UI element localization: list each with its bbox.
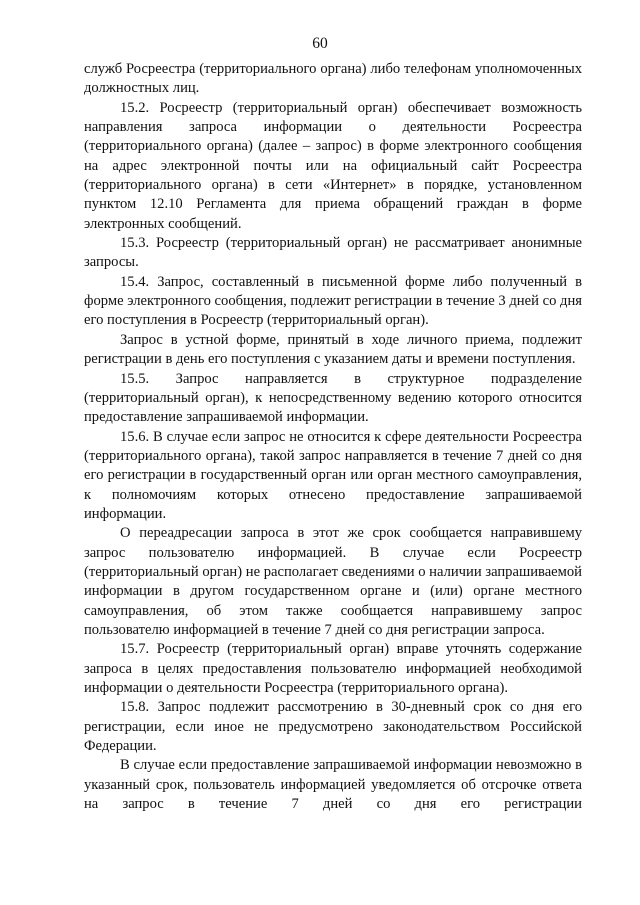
paragraph-15-5: 15.5. Запрос направляется в структурное подразделение (территориальный орган), к непосредственному ведению которого относится предоставление запрашиваемой информации.: [84, 370, 582, 426]
document-body: [84, 60, 582, 814]
paragraph-oral-request: Запрос в устной форме, принятый в ходе личного приема, подлежит регистрации в день его поступления с указанием даты и времени поступления.: [84, 331, 582, 368]
paragraph-15-8: 15.8. Запрос подлежит рассмотрению в 30-дневный срок со дня его регистрации, если иное не предусмотрено законодательством Российской Федерации.: [84, 699, 582, 755]
paragraph-15-2: 15.2. Росреестр (территориальный орган) обеспечивает возможность направления запроса информации о деятельности Росреестра (территориального органа) (далее – запрос) в форме электронного сообщения на адрес электронной почты или на официальный сайт Росреестра (территориального органа) в сети «Интернет» в порядке, установленном пунктом 12.10 Регламента для приема обращений граждан в форме электронных сообщений.: [84, 99, 582, 232]
paragraph-redirection: О переадресации запроса в этот же срок сообщается направившему запрос пользователю информацией. В случае если Росреестр (территориальный орган) не располагает сведениями о наличии запрашиваемой информации в другом государственном органе и (или) органе местного самоуправления, об этом также сообщается направившему запрос пользователю информацией в течение 7 дней со дня регистрации запроса.: [84, 525, 582, 638]
page-number: 60: [312, 35, 328, 52]
paragraph-deferral: В случае если предоставление запрашиваемой информации невозможно в указанный срок, пользователь информацией уведомляется об отсрочке ответа на запрос в течение 7 дней со дня его регистрации: [84, 757, 582, 813]
paragraph-15-6: 15.6. В случае если запрос не относится к сфере деятельности Росреестра (территориального органа), такой запрос направляется в течение 7 дней со дня его регистрации в государственный орган или орган местного самоуправления, к полномочиям которых отнесено предоставление запрашиваемой информации.: [84, 428, 582, 522]
paragraph-15-4: 15.4. Запрос, составленный в письменной форме либо полученный в форме электронного сообщения, подлежит регистрации в течение 3 дней со дня его поступления в Росреестр (территориальный орган).: [84, 273, 582, 329]
paragraph-continuation: служб Росреестра (территориального органа) либо телефонам уполномоченных должностных лиц.: [84, 61, 582, 97]
paragraph-15-7: 15.7. Росреестр (территориальный орган) вправе уточнять содержание запроса в целях предоставления пользователю информацией необходимой информации о деятельности Росреестра (территориального органа).: [84, 641, 582, 696]
paragraph-15-3: 15.3. Росреестр (территориальный орган) не рассматривает анонимные запросы.: [84, 235, 582, 271]
